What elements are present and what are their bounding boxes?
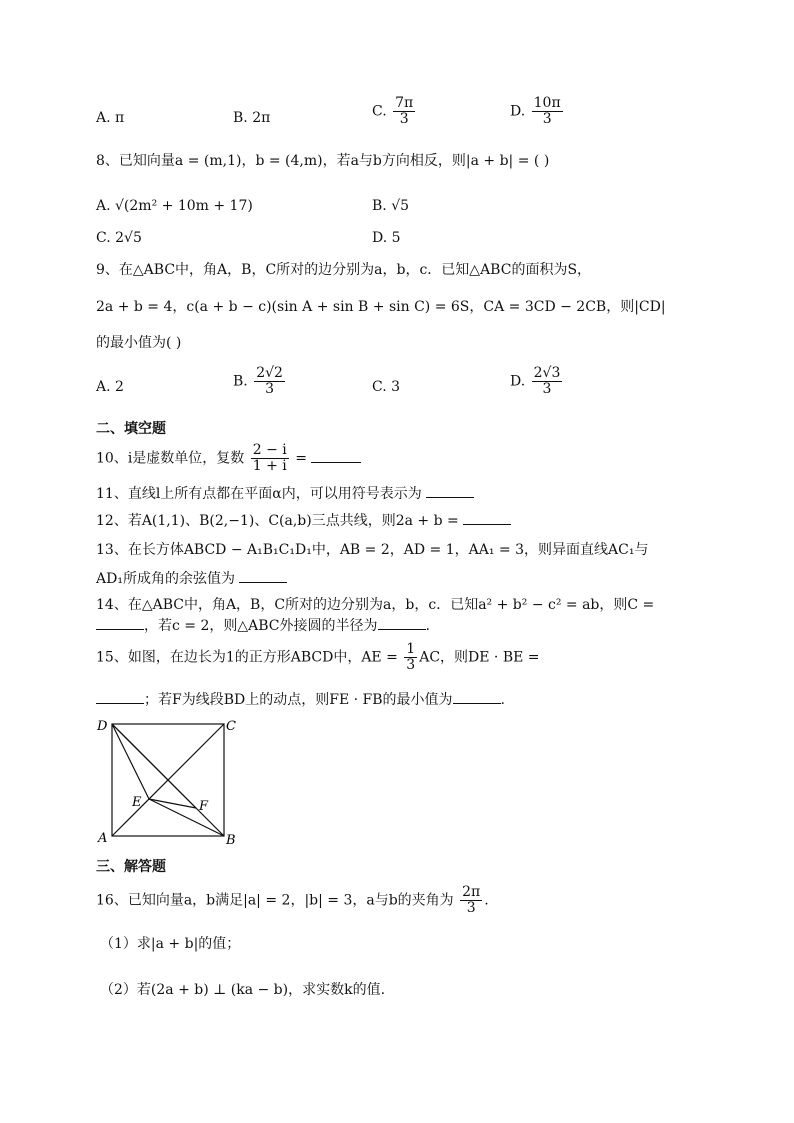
q13-line2-text: AD₁所成角的余弦值为 (96, 571, 235, 587)
fraction-denominator: 3 (406, 657, 416, 673)
fraction-numerator: 2 − i (252, 442, 287, 458)
label-c: C (226, 719, 236, 734)
q7-option-d-label: D. (510, 103, 526, 120)
q7-option-c-label: C. (372, 103, 387, 120)
fraction-denominator: 3 (542, 381, 552, 397)
q10-fraction (251, 443, 289, 474)
q8-stem: 8、已知向量a = (m,1)，b = (4,m)，若a与b方向相反，则|a + b| = ( ) (96, 153, 550, 169)
q16-stem-end: . (484, 892, 489, 909)
label-a: A (98, 831, 108, 846)
q16-part1: （1）求|a + b|的值； (100, 936, 241, 952)
section-heading-solutions: 三、解答题 (96, 859, 166, 875)
q14-line2a: ，若c = 2，则△ABC外接圆的半径为 (144, 618, 378, 634)
q9-option-d-fraction (532, 366, 563, 397)
q15-line1 (96, 642, 540, 673)
q11 (96, 485, 474, 503)
q13-line1: 13、在长方体ABCD − A₁B₁C₁D₁中，AB = 2，AD = 1，AA₁ = 3，则异面直线AC₁与 (96, 542, 649, 558)
q15-fraction (404, 642, 417, 673)
section-heading-fill-in: 二、填空题 (96, 421, 166, 437)
label-e: E (132, 795, 142, 810)
q11-text: 11、直线l上所有点都在平面α内，可以用符号表示为 (96, 486, 422, 502)
q8-option-b: B. √5 (372, 198, 410, 214)
q16-stem-text: 16、已知向量a，b满足|a| = 2，|b| = 3，a与b的夹角为 (96, 892, 454, 909)
q9-stem-line3: 的最小值为( ) (96, 335, 182, 351)
q16-stem (96, 885, 489, 916)
q7-option-c (372, 96, 417, 127)
label-f: F (199, 799, 209, 814)
segment-be (149, 799, 224, 836)
q15-line2-text: ；若F为线段BD上的动点，则FE · FB的最小值为 (144, 692, 453, 708)
fraction-numerator: 2√2 (256, 365, 283, 381)
fraction-denominator: 3 (399, 111, 409, 127)
q9-option-b-label: B. (233, 373, 248, 390)
q9-option-b-fraction (254, 366, 285, 397)
answer-blank[interactable] (463, 512, 511, 525)
fraction-numerator: 2√3 (533, 365, 561, 381)
q12-text: 12、若A(1,1)、B(2,−1)、C(a,b)三点共线，则2a + b = (96, 513, 459, 529)
q8-option-d: D. 5 (372, 230, 401, 246)
q7-option-c-fraction (393, 96, 415, 127)
q12 (96, 512, 511, 530)
q7-option-d-fraction (532, 96, 563, 127)
answer-blank[interactable] (311, 450, 361, 463)
answer-blank[interactable] (453, 691, 501, 704)
answer-blank[interactable] (96, 691, 144, 704)
q10-suffix: = (290, 450, 307, 467)
q8-option-c: C. 2√5 (96, 230, 142, 246)
q15-line2-end: . (500, 692, 505, 708)
q10-prefix: 10、i是虚数单位，复数 (96, 450, 245, 467)
segment-df (112, 724, 196, 808)
fraction-numerator: 10π (533, 95, 561, 111)
q9-option-a: A. 2 (96, 379, 124, 395)
q16-part2: （2）若(2a + b) ⊥ (ka − b)，求实数k的值. (100, 982, 386, 998)
answer-blank[interactable] (96, 617, 144, 630)
q14-line2 (96, 617, 430, 635)
label-d: D (97, 719, 108, 734)
fraction-denominator: 3 (265, 381, 275, 397)
q9-option-d (510, 366, 564, 397)
q14-line1: 14、在△ABC中，角A，B，C所对的边分别为a，b，c．已知a² + b² − c² = ab，则C = (96, 597, 655, 613)
square-figure (92, 714, 252, 850)
q9-option-d-label: D. (510, 373, 526, 390)
q15-prefix: 15、如图，在边长为1的正方形ABCD中，AE = (96, 649, 398, 666)
fraction-numerator: 2π (462, 884, 481, 900)
answer-blank[interactable] (378, 617, 426, 630)
q9-option-c: C. 3 (372, 379, 401, 395)
q7-option-d (510, 96, 565, 127)
q9-option-b (233, 366, 287, 397)
fraction-numerator: 7π (395, 95, 414, 111)
q9-stem-line1: 9、在△ABC中，角A，B，C所对的边分别为a，b，c．已知△ABC的面积为S， (96, 262, 592, 278)
fraction-denominator: 3 (466, 900, 476, 916)
label-b: B (226, 833, 236, 848)
q9-stem-line2: 2a + b = 4，c(a + b − c)(sin A + sin B + sin C) = 6S，CA = 3CD − 2CB，则|CD| (96, 299, 666, 315)
answer-blank[interactable] (239, 570, 287, 583)
q15-line2 (96, 691, 505, 709)
fraction-denominator: 1 + i (252, 458, 287, 474)
fraction-numerator: 1 (406, 641, 416, 657)
q16-fraction (460, 885, 482, 916)
q8-option-a: A. √(2m² + 10m + 17) (96, 198, 253, 214)
q7-option-b: B. 2π (233, 110, 271, 126)
q13-line2 (96, 570, 287, 588)
answer-blank[interactable] (426, 485, 474, 498)
segment-de (112, 724, 149, 799)
fraction-denominator: 3 (542, 111, 552, 127)
q14-line2b: . (425, 618, 430, 634)
q15-suffix: AC，则DE · BE = (419, 649, 540, 666)
q10 (96, 443, 361, 474)
q7-option-a: A. π (96, 110, 125, 126)
